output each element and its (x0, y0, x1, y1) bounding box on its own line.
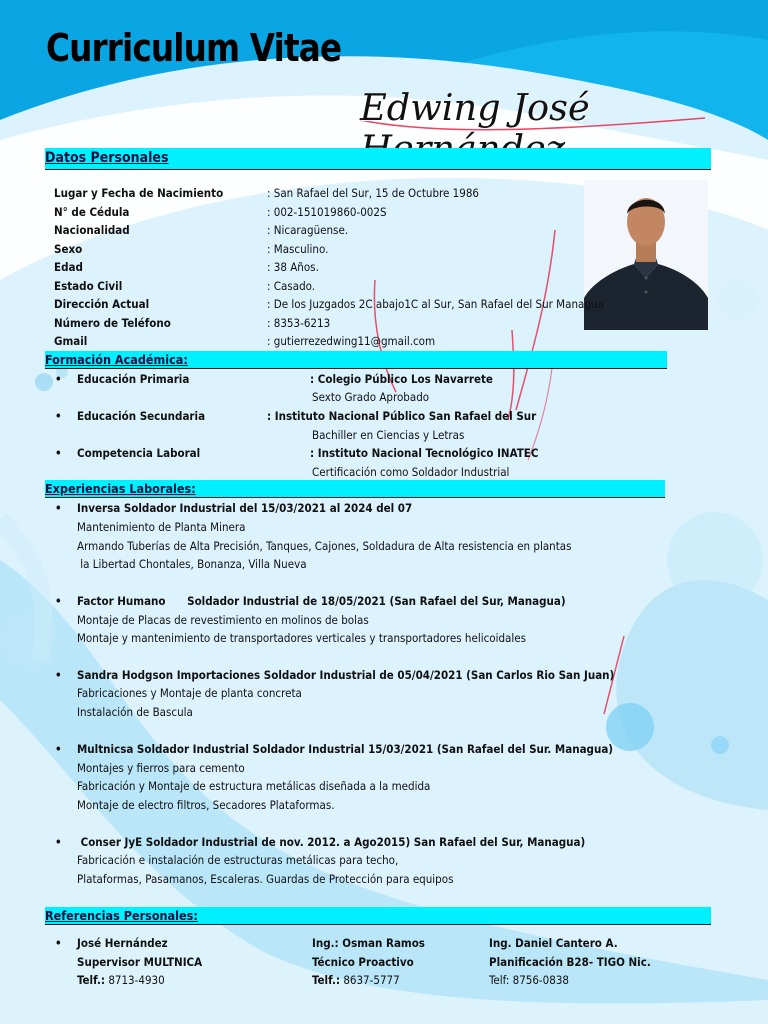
experience-line: Plataformas, Pasamanos, Escaleras. Guardas de Protección para equipos (77, 872, 454, 886)
reference-phone-label: Telf.: (77, 973, 106, 987)
education-place: : Instituto Nacional Tecnológico INATEC (310, 446, 539, 460)
experience-line: Fabricación e instalación de estructuras metálicas para techo, (77, 853, 399, 867)
personal-value: : gutierrezedwing11@gmail.com (267, 334, 436, 348)
personal-label: Estado Civil (54, 279, 123, 293)
reference-name: Ing. Daniel Cantero A. (489, 936, 618, 950)
reference-phone-number: Telf: 8756-0838 (489, 973, 569, 987)
personal-value: : Casado. (267, 279, 316, 293)
section-bar-experience (45, 480, 665, 498)
experience-line: la Libertad Chontales, Bonanza, Villa Nueva (77, 557, 307, 571)
personal-label: Nacionalidad (54, 223, 130, 237)
personal-value: : 002-151019860-002S (267, 205, 387, 219)
section-bar-education (45, 351, 667, 369)
experience-line: Mantenimiento de Planta Minera (77, 520, 246, 534)
personal-label: N° de Cédula (54, 205, 130, 219)
experience-heading: • Multnicsa Soldador Industrial Soldador Industrial 15/03/2021 (San Rafael del Sur. Managua) (77, 742, 613, 756)
education-detail: Sexto Grado Aprobado (312, 390, 430, 404)
section-title-personal: Datos Personales (45, 150, 169, 166)
section-title-references: Referencias Personales: (45, 908, 198, 923)
personal-value: : Nicaragüense. (267, 223, 349, 237)
reference-role: Supervisor MULTNICA (77, 955, 203, 969)
reference-name: Ing.: Osman Ramos (312, 936, 425, 950)
experience-line: Fabricaciones y Montaje de planta concreta (77, 686, 302, 700)
reference-phone-number: 8637-5777 (340, 973, 400, 987)
reference-phone-number: 8713-4930 (105, 973, 165, 987)
experience-line: Montaje de Placas de revestimiento en molinos de bolas (77, 613, 369, 627)
personal-value: : 38 Años. (267, 260, 319, 274)
reference-name: • José Hernández (77, 936, 168, 950)
education-detail: Bachiller en Ciencias y Letras (312, 428, 465, 442)
reference-phone-label: Telf.: (312, 973, 341, 987)
experience-heading: • Sandra Hodgson Importaciones Soldador Industrial de 05/04/2021 (San Carlos Rio San Juan) (77, 668, 614, 682)
education-place: : Colegio Público Los Navarrete (310, 372, 493, 386)
personal-value: : Masculino. (267, 242, 329, 256)
reference-phone (489, 973, 569, 987)
personal-label: Edad (54, 260, 83, 274)
personal-label: Lugar y Fecha de Nacimiento (54, 186, 224, 200)
section-bar-personal (45, 148, 711, 170)
experience-line: Montajes y fierros para cemento (77, 761, 245, 775)
experience-heading: • Conser JyE Soldador Industrial de nov. 2012. a Ago2015) San Rafael del Sur, Managua) (77, 835, 585, 849)
personal-value: : De los Juzgados 2C abajo1C al Sur, San Rafael del Sur Managua (267, 297, 604, 311)
education-label: • Competencia Laboral (77, 446, 200, 460)
personal-value: : 8353-6213 (267, 316, 331, 330)
reference-phone (312, 973, 400, 987)
reference-phone (77, 973, 165, 987)
experience-line: Armando Tuberías de Alta Precisión, Tanques, Cajones, Soldadura de Alta resistencia en plantas (77, 539, 572, 553)
experience-line: Instalación de Bascula (77, 705, 193, 719)
section-bar-references (45, 907, 711, 925)
personal-label: Número de Teléfono (54, 316, 171, 330)
reference-role: Planificación B28- TIGO Nic. (489, 955, 651, 969)
signature-name: Edwing José (360, 88, 590, 129)
section-title-experience: Experiencias Laborales: (45, 481, 196, 496)
experience-heading: • Factor Humano Soldador Industrial de 18/05/2021 (San Rafael del Sur, Managua) (77, 594, 566, 608)
experience-line: Fabricación y Montaje de estructura metálicas diseñada a la medida (77, 779, 431, 793)
personal-value: : San Rafael del Sur, 15 de Octubre 1986 (267, 186, 480, 200)
reference-role: Técnico Proactivo (312, 955, 414, 969)
education-detail: Certificación como Soldador Industrial (312, 465, 510, 479)
document-title: Curriculum Vitae (46, 26, 342, 70)
personal-label: Dirección Actual (54, 297, 150, 311)
education-place: : Instituto Nacional Público San Rafael del Sur (267, 409, 537, 423)
experience-line: Montaje y mantenimiento de transportadores verticales y transportadores helicoidales (77, 631, 527, 645)
experience-heading: • Inversa Soldador Industrial del 15/03/2021 al 2024 del 07 (77, 501, 412, 515)
education-label: • Educación Primaria (77, 372, 189, 386)
education-label: • Educación Secundaria (77, 409, 205, 423)
personal-label: Sexo (54, 242, 83, 256)
experience-line: Montaje de electro filtros, Secadores Plataformas. (77, 798, 335, 812)
personal-label: Gmail (54, 334, 88, 348)
section-title-education: Formación Académica: (45, 352, 188, 367)
